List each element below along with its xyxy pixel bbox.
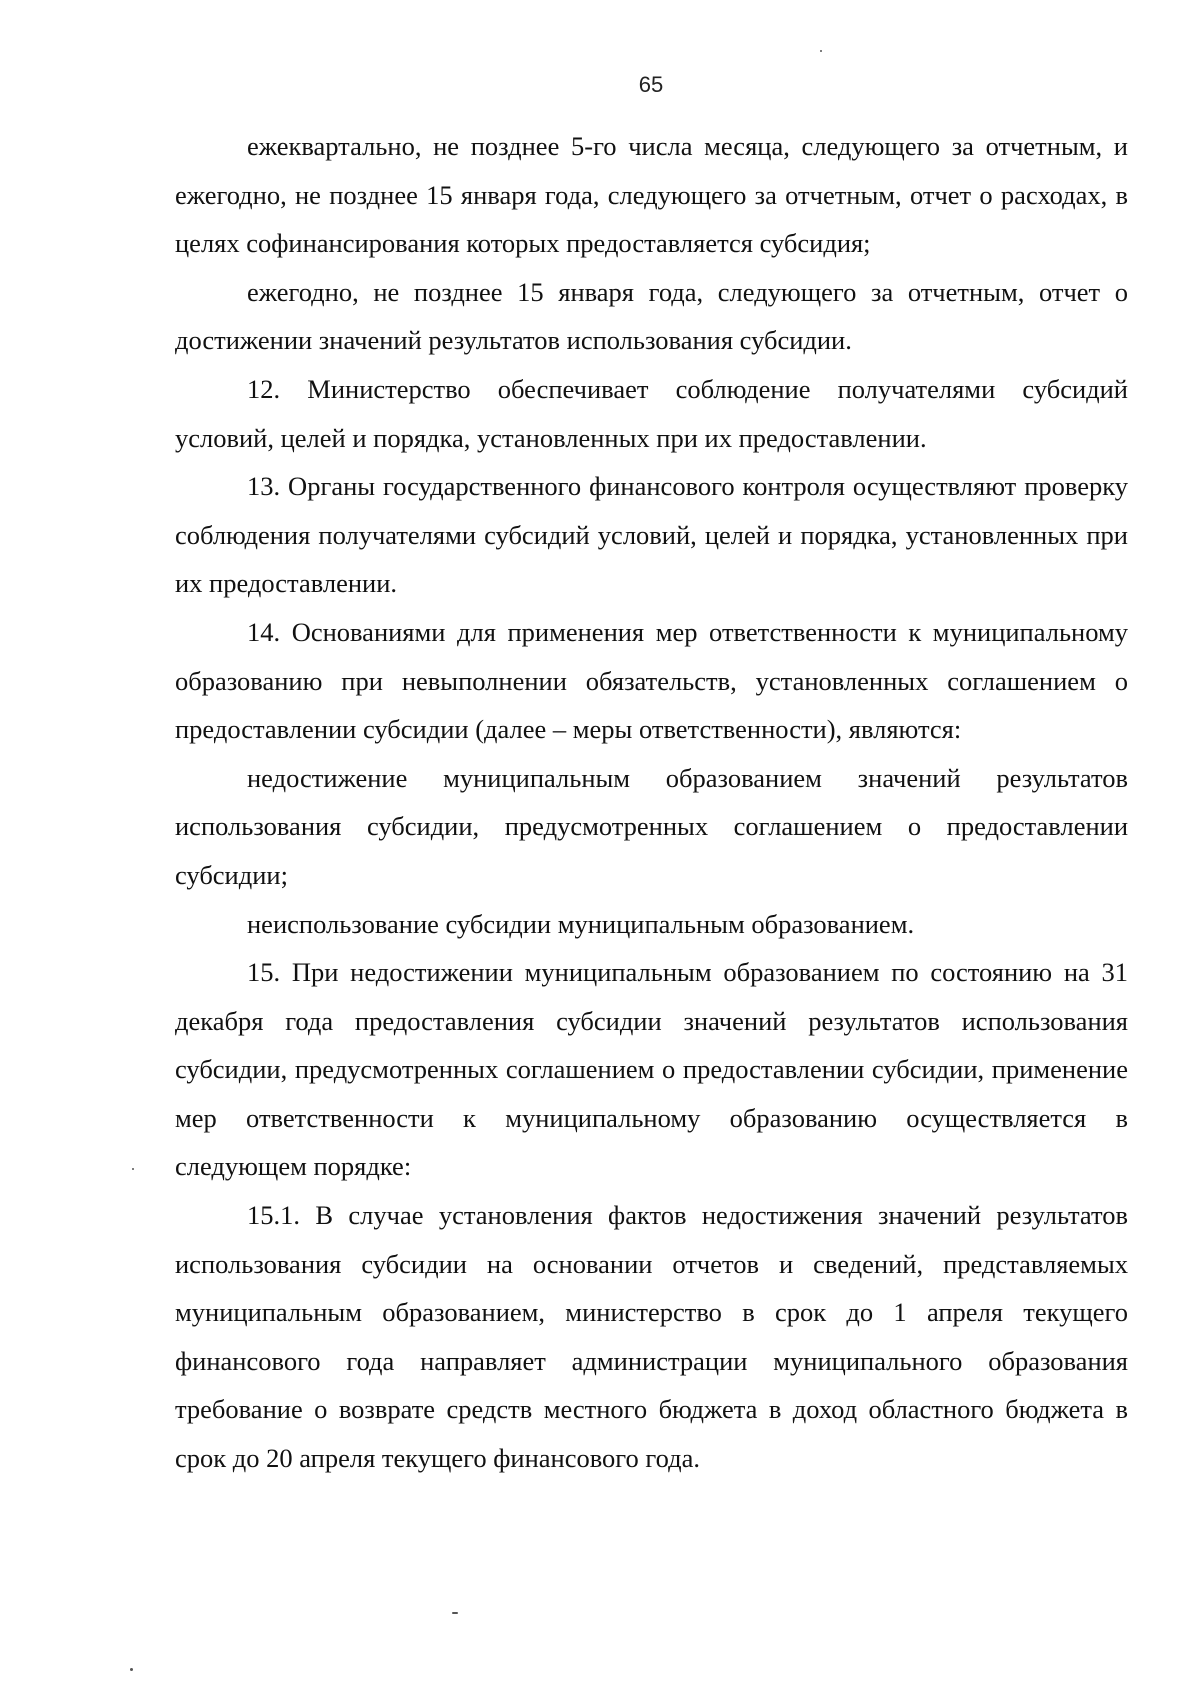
scan-speck	[452, 1612, 458, 1614]
paragraph-14-item-nonuse: неиспользование субсидии муниципальным образованием.	[247, 908, 915, 939]
paragraph-12: 12. Министерство обеспечивает соблюдение получателями субсидий условий, целей и порядка, установленных при их предоставлении.	[175, 373, 1128, 453]
scan-speck	[132, 1168, 134, 1170]
scan-speck	[130, 1668, 133, 1671]
document-body	[175, 122, 1128, 1483]
paragraph-reporting-annual: ежегодно, не позднее 15 января года, следующего за отчетным, отчет о достижении значений результатов использования субсидии.	[175, 276, 1128, 356]
paragraph-15: 15. При недостижении муниципальным образованием по состоянию на 31 декабря года предоставления субсидии значений результатов использования субсидии, предусмотренных соглашением о предоставлении субсидии, применение мер ответственности к муниципальному образованию осуществляется в следующем порядке:	[175, 957, 1128, 1182]
paragraph-15-1: 15.1. В случае установления фактов недостижения значений результатов использования субсидии на основании отчетов и сведений, представляемых муниципальным образованием, министерство в срок до 1 апреля текущего финансового года направляет администрации муниципального образования требование о возврате средств местного бюджета в доход областного бюджета в срок до 20 апреля текущего финансового года.	[175, 1200, 1128, 1474]
paragraph-13: 13. Органы государственного финансового контроля осуществляют проверку соблюдения получателями субсидий условий, целей и порядка, установленных при их предоставлении.	[175, 471, 1128, 599]
page-number: 65	[638, 72, 664, 97]
paragraph-14: 14. Основаниями для применения мер ответственности к муниципальному образованию при невыполнении обязательств, установленных соглашением о предоставлении субсидии (далее – меры ответственности), являются:	[175, 616, 1128, 745]
paragraph-reporting-quarterly: ежеквартально, не позднее 5-го числа месяца, следующего за отчетным, и ежегодно, не позднее 15 января года, следующего за отчетным, отчет о расходах, в целях софинансирования которых предоставляется субсидия;	[175, 131, 1128, 259]
paragraph-14-item-nonachievement: недостижение муниципальным образованием значений результатов использования субсидии, предусмотренных соглашением о предоставлении субсидии;	[175, 762, 1128, 890]
scan-speck	[820, 50, 822, 52]
